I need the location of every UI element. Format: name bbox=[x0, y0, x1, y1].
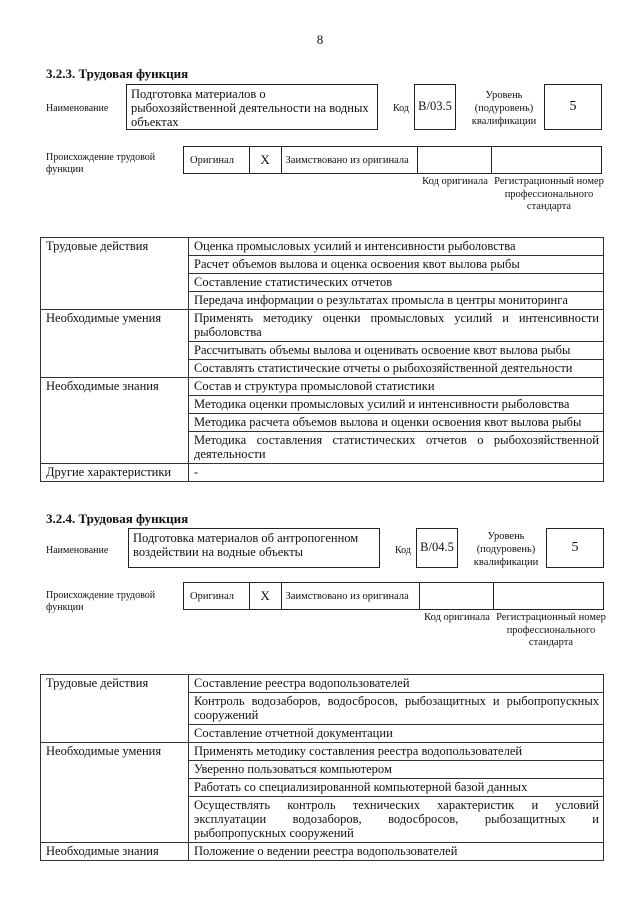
row-category bbox=[41, 274, 189, 292]
row-category bbox=[41, 432, 189, 464]
row-text: Методика расчета объемов вылова и оценки освоения квот вылова рыбы bbox=[189, 414, 604, 432]
table-row bbox=[41, 743, 604, 761]
code-label: Код bbox=[395, 545, 411, 556]
row-category: Необходимые знания bbox=[41, 378, 189, 396]
table-row bbox=[41, 238, 604, 256]
row-text: Состав и структура промысловой статистики bbox=[189, 378, 604, 396]
table-row bbox=[41, 292, 604, 310]
section-title: 3.2.3. Трудовая функция bbox=[46, 66, 189, 81]
original-mark: X bbox=[250, 583, 282, 609]
row-category: Необходимые знания bbox=[41, 843, 189, 861]
row-category bbox=[41, 256, 189, 274]
row-category bbox=[41, 725, 189, 743]
code-label: Код bbox=[393, 103, 409, 114]
row-category: Другие характеристики bbox=[41, 464, 189, 482]
code-box: В/04.5 bbox=[416, 528, 458, 568]
borrowed-label: Заимствовано из оригинала bbox=[282, 147, 418, 173]
section-title: 3.2.4. Трудовая функция bbox=[46, 511, 189, 526]
original-mark: X bbox=[250, 147, 282, 173]
original-label: Оригинал bbox=[184, 583, 250, 609]
reg-number-caption: Регистрационный номер профессионального стандарта bbox=[496, 612, 606, 648]
row-text: Составление статистических отчетов bbox=[189, 274, 604, 292]
table-row bbox=[41, 274, 604, 292]
row-text: Работать со специализированной компьютерной базой данных bbox=[189, 779, 604, 797]
origin-label: Происхождение трудовой функции bbox=[46, 152, 156, 175]
row-category: Трудовые действия bbox=[41, 238, 189, 256]
table-row bbox=[41, 464, 604, 482]
level-box: 5 bbox=[546, 528, 604, 568]
reg-number-cell bbox=[494, 583, 603, 609]
row-text: Положение о ведении реестра водопользователей bbox=[189, 843, 604, 861]
table-row bbox=[41, 693, 604, 725]
row-text: Составлять статистические отчеты о рыбохозяйственной деятельности bbox=[189, 360, 604, 378]
row-category bbox=[41, 414, 189, 432]
name-box: Подготовка материалов об антропогенном воздействии на водные объекты bbox=[128, 528, 380, 568]
labor-table bbox=[40, 237, 604, 482]
row-category bbox=[41, 292, 189, 310]
row-text: Составление реестра водопользователей bbox=[189, 675, 604, 693]
name-box: Подготовка материалов о рыбохозяйственной деятельности на водных объектах bbox=[126, 84, 378, 130]
reg-number-caption: Регистрационный номер профессионального стандарта bbox=[494, 176, 604, 212]
row-category bbox=[41, 797, 189, 843]
table-row bbox=[41, 342, 604, 360]
origin-row bbox=[183, 146, 602, 174]
row-text: Осуществлять контроль технических характеристик и условий эксплуатации водозаборов, водосбросов, рыбозащитных и рыбопропускных сооружений bbox=[189, 797, 604, 843]
row-text: Расчет объемов вылова и оценка освоения квот вылова рыбы bbox=[189, 256, 604, 274]
orig-code-caption: Код оригинала bbox=[424, 612, 490, 623]
table-row bbox=[41, 843, 604, 861]
row-text: Рассчитывать объемы вылова и оценивать освоение квот вылова рыбы bbox=[189, 342, 604, 360]
code-box: В/03.5 bbox=[414, 84, 456, 130]
table-row bbox=[41, 761, 604, 779]
reg-number-cell bbox=[492, 147, 601, 173]
row-text: Методика оценки промысловых усилий и интенсивности рыболовства bbox=[189, 396, 604, 414]
row-text: Уверенно пользоваться компьютером bbox=[189, 761, 604, 779]
orig-code-caption: Код оригинала bbox=[422, 176, 488, 187]
row-text: - bbox=[189, 464, 604, 482]
table-row bbox=[41, 256, 604, 274]
row-text: Применять методику составления реестра водопользователей bbox=[189, 743, 604, 761]
original-label: Оригинал bbox=[184, 147, 250, 173]
row-category bbox=[41, 396, 189, 414]
row-category bbox=[41, 761, 189, 779]
row-text: Передача информации о результатах промысла в центры мониторинга bbox=[189, 292, 604, 310]
row-category: Необходимые умения bbox=[41, 743, 189, 761]
row-category bbox=[41, 342, 189, 360]
table-row bbox=[41, 360, 604, 378]
row-text: Применять методику оценки промысловых усилий и интенсивности рыболовства bbox=[189, 310, 604, 342]
name-label: Наименование bbox=[46, 103, 109, 114]
table-row bbox=[41, 432, 604, 464]
row-text: Методика составления статистических отчетов о рыбохозяйственной деятельности bbox=[189, 432, 604, 464]
origin-row bbox=[183, 582, 604, 610]
page-number: 8 bbox=[316, 32, 324, 47]
table-row bbox=[41, 725, 604, 743]
row-category bbox=[41, 693, 189, 725]
row-category: Необходимые умения bbox=[41, 310, 189, 342]
table-row bbox=[41, 310, 604, 342]
orig-code-cell bbox=[418, 147, 492, 173]
orig-code-cell bbox=[420, 583, 494, 609]
row-category bbox=[41, 360, 189, 378]
name-label: Наименование bbox=[46, 545, 109, 556]
level-box: 5 bbox=[544, 84, 602, 130]
table-row bbox=[41, 797, 604, 843]
level-label: Уровень (подуровень) квалификации bbox=[471, 90, 537, 127]
table-row bbox=[41, 378, 604, 396]
row-text: Контроль водозаборов, водосбросов, рыбозащитных и рыбопропускных сооружений bbox=[189, 693, 604, 725]
table-row bbox=[41, 779, 604, 797]
row-text: Составление отчетной документации bbox=[189, 725, 604, 743]
table-row bbox=[41, 675, 604, 693]
borrowed-label: Заимствовано из оригинала bbox=[282, 583, 420, 609]
origin-label: Происхождение трудовой функции bbox=[46, 590, 156, 613]
level-label: Уровень (подуровень) квалификации bbox=[473, 531, 539, 568]
row-category bbox=[41, 779, 189, 797]
table-row bbox=[41, 414, 604, 432]
row-category: Трудовые действия bbox=[41, 675, 189, 693]
row-text: Оценка промысловых усилий и интенсивности рыболовства bbox=[189, 238, 604, 256]
labor-table bbox=[40, 674, 604, 861]
table-row bbox=[41, 396, 604, 414]
